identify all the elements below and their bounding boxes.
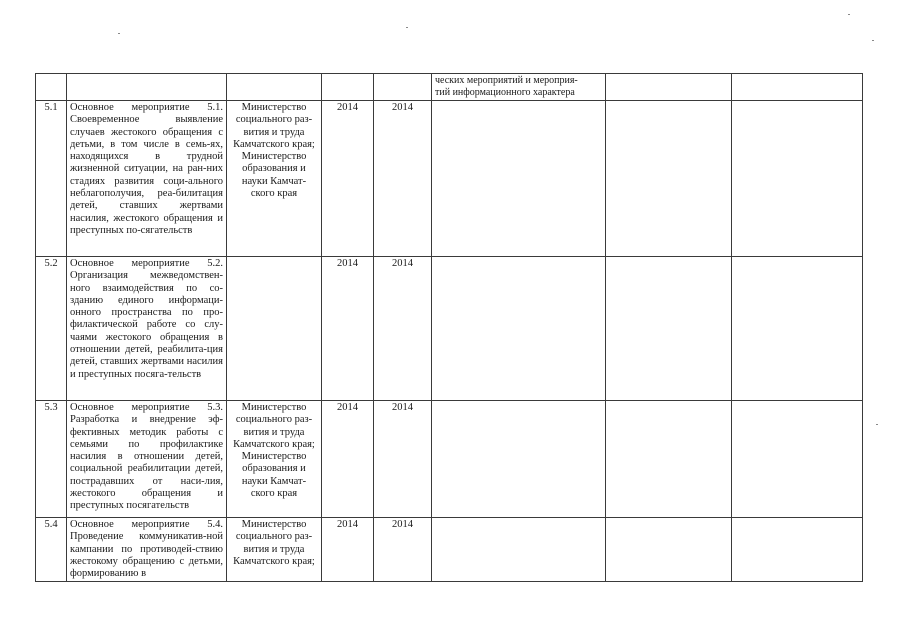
start-year: 2014 — [322, 401, 374, 518]
column-7-cell — [606, 518, 732, 582]
end-year: 2014 — [374, 518, 432, 582]
column-8-cell — [732, 518, 863, 582]
expected-result — [432, 401, 606, 518]
measure-description — [67, 74, 227, 101]
column-7-cell — [606, 74, 732, 101]
measure-description: Основное мероприятие 5.1. Своевременное выявление случаев жестокого обращения с детьми, в том числе в семь-ях, находящихся в трудной жизненной ситуации, на ран-них стадиях развития соци-ального неблагополучия, реа-билитация детей, ставших жертвами насилия, жестокого обращения и преступных по-сягательств — [67, 101, 227, 257]
start-year: 2014 — [322, 101, 374, 257]
executor-cell — [227, 74, 322, 101]
table-row — [36, 401, 863, 518]
table-row — [36, 518, 863, 582]
executor-cell: Министерство социального раз-вития и труда Камчатского края; Министерство образования и науки Камчат-ского края — [227, 101, 322, 257]
expected-result: ческих мероприятий и мероприя- тий информационного характера — [432, 74, 606, 101]
scan-speck — [406, 27, 408, 28]
column-7-cell — [606, 257, 732, 401]
table-row — [36, 257, 863, 401]
measure-description: Основное мероприятие 5.3. Разработка и внедрение эф-фективных методик работы с семьями по профилактике насилия в отношении детей, социальной реабилитации детей, пострадавших от наси-лия, жестокого обращения и преступных посягательств — [67, 401, 227, 518]
column-7-cell — [606, 401, 732, 518]
column-8-cell — [732, 257, 863, 401]
measure-description — [67, 518, 227, 582]
end-year: 2014 — [374, 257, 432, 401]
column-7-cell — [606, 101, 732, 257]
start-year — [322, 74, 374, 101]
row-number: 5.1 — [36, 101, 67, 257]
column-8-cell — [732, 401, 863, 518]
scan-speck — [848, 14, 850, 15]
table-row — [36, 101, 863, 257]
executor-text: Министерство социального раз-вития и труда Камчатского края; — [233, 519, 315, 567]
row-number: 5.4 — [36, 518, 67, 582]
measure-description: Основное мероприятие 5.2. Организация межведомствен-ного взаимодействия по со-зданию единого информаци-онного пространства по про-филактической работе со слу-чаями жестокого обращения в отношении детей, реабилита-ция детей, ставших жертвами насилия и преступных посяга-тельств — [67, 257, 227, 401]
end-year: 2014 — [374, 401, 432, 518]
end-year — [374, 74, 432, 101]
scan-speck — [872, 40, 874, 41]
row-number: 5.2 — [36, 257, 67, 401]
row-number — [36, 74, 67, 101]
executor-cell — [227, 257, 322, 401]
executor-cell: Министерство социального раз-вития и труда Камчатского края; Министерство образования и науки Камчат-ского края — [227, 401, 322, 518]
executor-cell — [227, 518, 322, 582]
expected-result — [432, 518, 606, 582]
end-year: 2014 — [374, 101, 432, 257]
measure-description-text: Основное мероприятие 5.4. Проведение коммуникатив-ной кампании по противодей-ствию жестокому обращению с детьми, формированию в — [70, 519, 223, 580]
row-number: 5.3 — [36, 401, 67, 518]
column-8-cell — [732, 74, 863, 101]
scan-speck — [876, 424, 878, 425]
expected-result — [432, 257, 606, 401]
start-year: 2014 — [322, 257, 374, 401]
start-year: 2014 — [322, 518, 374, 582]
expected-result — [432, 101, 606, 257]
column-8-cell — [732, 101, 863, 257]
scan-speck — [118, 33, 120, 34]
table-row — [36, 74, 863, 101]
measures-table — [35, 73, 863, 582]
